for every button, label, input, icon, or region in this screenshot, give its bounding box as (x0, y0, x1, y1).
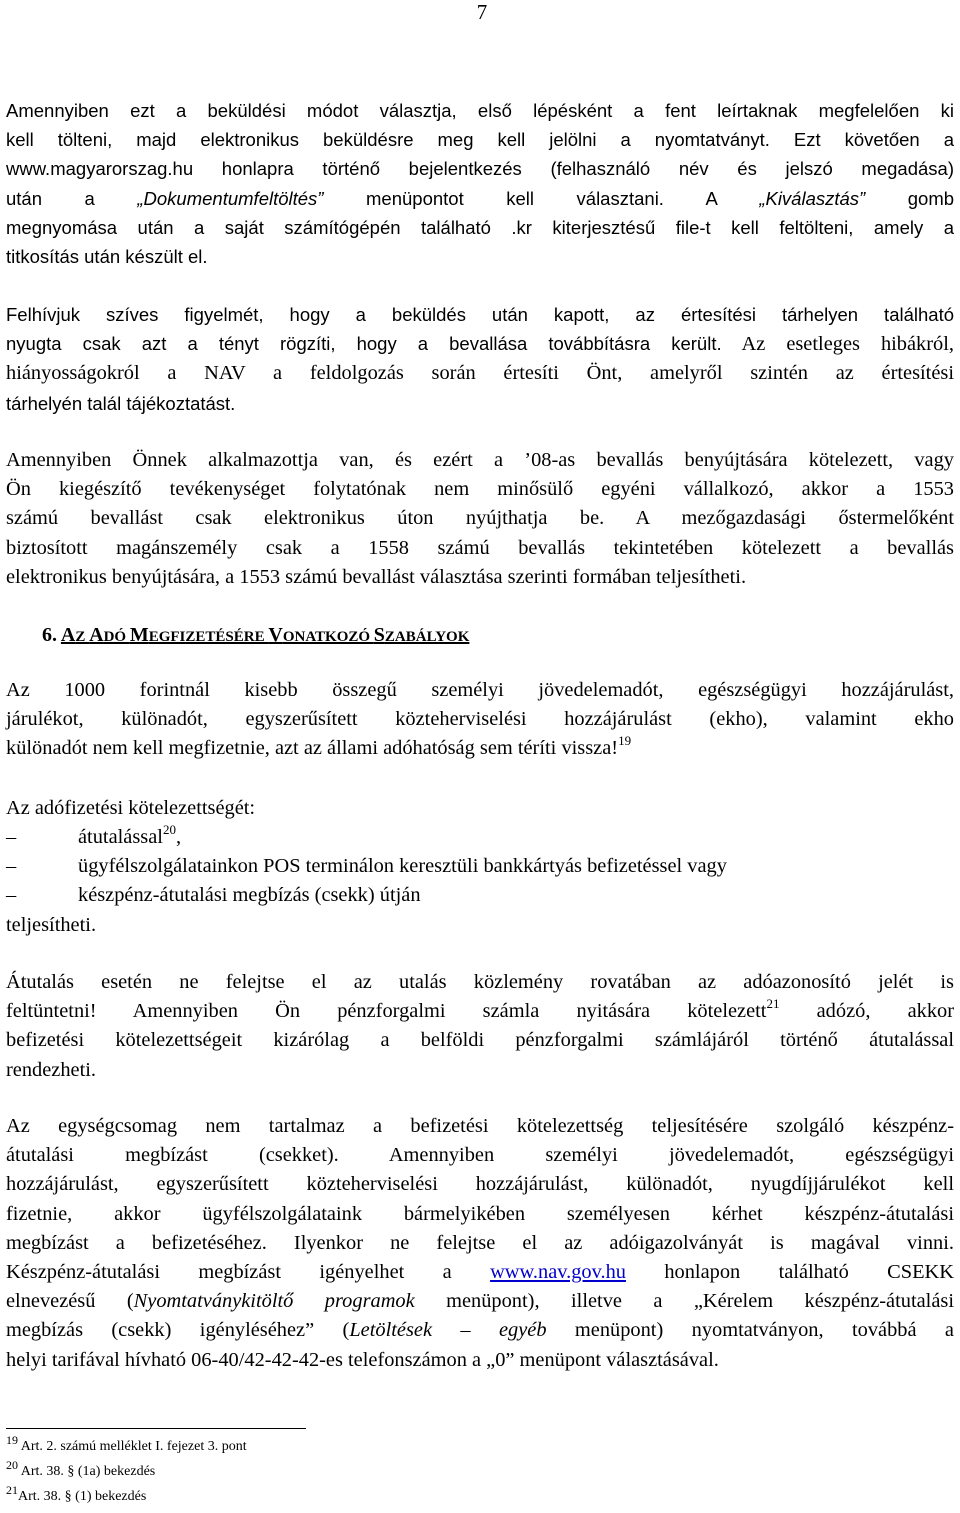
dash-bullet: – (6, 855, 17, 877)
text-line: kell tölteni, majd elektronikus beküldésre meg kell jelölni a nyomtatványt. Ezt követően a (6, 129, 954, 151)
text-line: Amennyiben Önnek alkalmazottja van, és ezért a ’08-as bevallás benyújtására kötelezett, vagy (6, 449, 954, 471)
footnote-number: 21 (6, 1483, 18, 1497)
footnote-text: Art. 38. § (1) bekezdés (18, 1489, 147, 1504)
section-heading (42, 622, 469, 650)
text-line: Az 1000 forintnál kisebb összegű személyi jövedelemadót, egészségügyi hozzájárulást, (6, 679, 954, 701)
footnote-ref: 19 (618, 733, 632, 749)
text-fragment: honlapon található CSEKK (625, 1261, 954, 1284)
text-line (6, 184, 954, 213)
paragraph-receipt-notice (6, 300, 954, 418)
footnote-ref: 21 (766, 996, 780, 1012)
heading-smallcaps: ZABÁLYOK (384, 629, 470, 645)
text-line (6, 329, 954, 359)
dash-bullet: – (6, 884, 17, 906)
button-name-italic: „Kiválasztás” (759, 187, 866, 209)
text-line (6, 1258, 954, 1287)
text-fragment: különadót nem kell megfizetnie, azt az állami adóhatóság sem téríti vissza! (6, 737, 619, 760)
paragraph-small-amount (6, 676, 954, 764)
text-line: járulékot, különadót, egyszerűsített közteherviselési hozzájárulást (ekho), valamint ekho (6, 708, 954, 731)
page-number: 7 (476, 0, 488, 24)
heading-smallcaps: EGFIZETÉSÉRE (148, 629, 269, 645)
text-line: Felhívjuk szíves figyelmét, hogy a beküldés után kapott, az értesítési tárhelyen található (6, 304, 954, 325)
footnote-number: 20 (6, 1458, 18, 1472)
heading-letter: A (89, 624, 104, 646)
footnote-ref: 20 (162, 822, 176, 837)
text-fragment: Készpénz-átutalási megbízást igényelhet a (6, 1261, 491, 1284)
text-line: Ön kiegészítő tevékenységet folytatónak nem minősülő egyéni vállalkozó, akkor a 1553 (6, 478, 954, 501)
text-line: hozzájárulást, egyszerűsített közteherviselési hozzájárulást, különadót, nyugdíjjárulékot kell (6, 1173, 954, 1196)
text-fragment: nyugta csak azt a tényt rögzíti, hogy a bevallása továbbításra került. (6, 333, 722, 355)
text-line (6, 997, 954, 1026)
text-line (6, 734, 954, 763)
paragraph-electronic-submission (6, 96, 954, 271)
paragraph-employer-obligation (6, 446, 954, 592)
text-line: biztosított magánszemély csak a 1558 számú bevallás tekintetében kötelezett a bevallás (6, 536, 954, 559)
text-line: tárhelyén talál tájékoztatást. (6, 392, 236, 414)
heading-number: 6. (42, 624, 61, 646)
text-line: hiányosságokról a NAV a feldolgozás során értesíti Önt, amelyről szintén az értesítési (6, 362, 954, 385)
heading-letter: V (268, 624, 283, 646)
text-fragment: menüpont), illetve a „Kérelem készpénz-átutalási (414, 1290, 955, 1313)
list-item-text: készpénz-átutalási megbízás (csekk) útján (78, 884, 421, 906)
heading-letter: S (373, 624, 385, 646)
list-item (6, 823, 181, 852)
footnote-text: Art. 38. § (1a) bekezdés (18, 1464, 156, 1479)
text-line: Amennyiben ezt a beküldési módot választja, első lépésként a fent leírtaknak megfelelően ki (6, 100, 954, 121)
footnote (6, 1433, 247, 1456)
list-item-text: átutalással (78, 826, 163, 848)
heading-letter: M (129, 624, 149, 646)
text-fragment: megbízás (csekk) igényléséhez” ( (6, 1319, 350, 1342)
text-line: www.magyarorszag.hu honlapra történő bejelentkezés (felhasználó név és jelszó megadása) (6, 158, 954, 180)
text-fragment: , (175, 826, 182, 848)
text-line: megnyomása után a saját számítógépén található .kr kiterjesztésű file-t kell feltölteni, amely a (6, 216, 954, 238)
text-line: titkosítás után készült el. (6, 246, 208, 268)
payment-methods-intro (6, 794, 954, 823)
text-fragment: feltüntetni! Amennyiben Ön pénzforgalmi számla nyitására kötelezett (6, 1000, 767, 1023)
text-line: átutalási megbízást (csekket). Amennyiben személyi jövedelemadót, egészségügyi (6, 1144, 954, 1167)
text-line: megbízást a befizetéséhez. Ilyenkor ne felejtse el az adóigazolványát is magával vinni. (6, 1231, 954, 1254)
text-fragment: után a (6, 187, 138, 209)
text-line: számú bevallást csak elektronikus úton nyújthatja be. A mezőgazdasági őstermelőként (6, 507, 954, 530)
text-fragment: menüpontot kell választani. A (323, 187, 760, 209)
nav-website-link[interactable]: www.nav.gov.hu (490, 1261, 626, 1284)
text-line (6, 1316, 954, 1345)
heading-letter: A (60, 624, 76, 646)
list-item (6, 852, 727, 881)
paragraph-cash-transfer (6, 1112, 954, 1375)
text-line: teljesítheti. (6, 914, 97, 936)
text-line: fizetnie, akkor ügyfélszolgálataink bármelyikében személyesen kérhet készpénz-átutalási (6, 1202, 954, 1225)
text-line: befizetési kötelezettségeit kizárólag a belföldi pénzforgalmi számlájáról történő átutalással (6, 1029, 954, 1052)
list-item-text: ügyfélszolgálatainkon POS terminálon keresztüli bankkártyás befizetéssel vagy (78, 855, 727, 877)
text-fragment: Az esetleges hibákról, (721, 333, 954, 356)
text-line: Az adófizetési kötelezettségét: (6, 797, 256, 819)
text-fragment: elnevezésű ( (6, 1290, 134, 1313)
text-fragment: menüpont) nyomtatványon, továbbá a (546, 1319, 954, 1342)
footnote-number: 19 (6, 1433, 18, 1447)
heading-smallcaps: ONATKOZÓ (282, 629, 374, 645)
menu-name-italic: „Dokumentumfeltöltés” (137, 187, 324, 209)
text-line: Átutalás esetén ne felejtse el az utalás közlemény rovatában az adóazonosító jelét is (6, 971, 954, 993)
footnote (6, 1458, 156, 1481)
text-fragment: gomb (865, 187, 955, 209)
footnote-separator (6, 1428, 306, 1429)
text-line (6, 1287, 954, 1316)
heading-smallcaps: Z (75, 629, 90, 645)
heading-title (61, 624, 470, 646)
paragraph-transfer-note (6, 968, 954, 1085)
footnote (6, 1483, 147, 1506)
dash-bullet: – (6, 826, 17, 848)
list-item (6, 881, 421, 910)
text-line: elektronikus benyújtására, a 1553 számú bevallást választása szerinti formában teljesítheti. (6, 565, 747, 588)
payment-methods-outro (6, 911, 954, 940)
text-line: helyi tarifával hívható 06-40/42-42-42-es telefonszámon a „0” menüpont választásával. (6, 1348, 719, 1371)
menu-name-italic: Nyomtatványkitöltő programok (133, 1290, 415, 1313)
text-fragment: adózó, akkor (779, 1000, 954, 1023)
text-line: Az egységcsomag nem tartalmaz a befizetési kötelezettség teljesítésére szolgáló készpénz- (6, 1115, 954, 1137)
footnote-text: Art. 2. számú melléklet I. fejezet 3. pont (18, 1439, 247, 1454)
text-line: rendezheti. (6, 1058, 97, 1081)
menu-name-italic: Letöltések – egyéb (349, 1319, 547, 1342)
heading-smallcaps: DÓ (103, 629, 130, 645)
